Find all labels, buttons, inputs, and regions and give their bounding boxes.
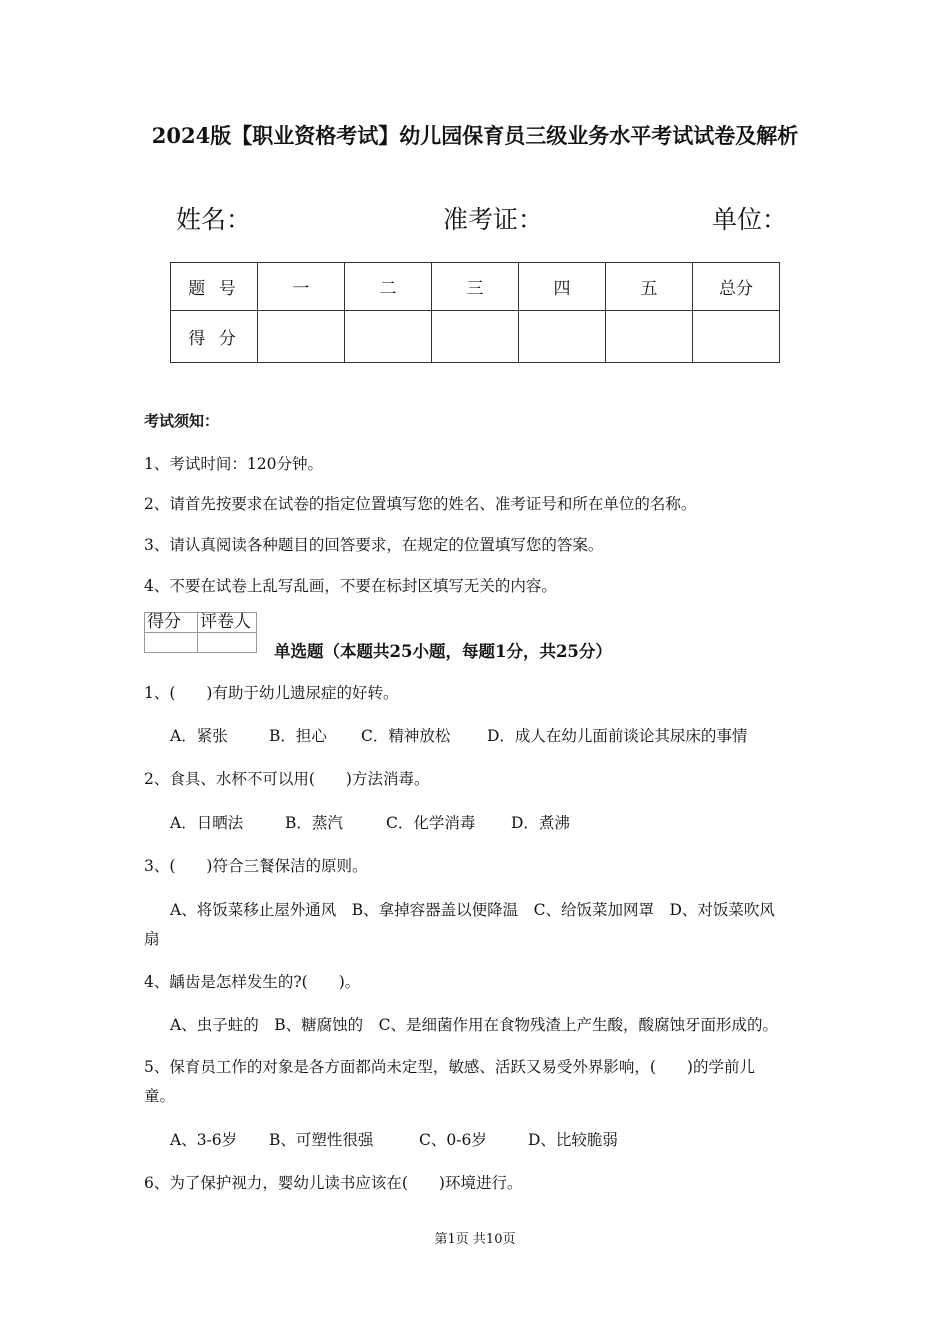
question-4-options: A、虫子蛀的 B、糖腐蚀的 C、是细菌作用在食物残渣上产生酸，酸腐蚀牙面形成的。 bbox=[170, 1016, 778, 1034]
question-2-options bbox=[170, 811, 570, 833]
option: C．化学消毒 bbox=[386, 814, 476, 832]
question-3-options-cont: 扇 bbox=[144, 930, 160, 948]
score-cell[interactable] bbox=[519, 311, 606, 363]
question-4: 4、龋齿是怎样发生的?( )。 bbox=[144, 973, 361, 991]
score-cell[interactable] bbox=[345, 311, 432, 363]
grader-reviewer-cell[interactable] bbox=[198, 633, 257, 653]
question-5-options bbox=[170, 1128, 618, 1150]
option: B．担心 bbox=[269, 727, 327, 745]
notice-item: 4、不要在试卷上乱写乱画，不要在标封区填写无关的内容。 bbox=[144, 577, 557, 595]
question-1: 1、( )有助于幼儿遗尿症的好转。 bbox=[144, 684, 399, 702]
grader-reviewer-label: 评卷人 bbox=[198, 613, 257, 633]
score-header-cell: 四 bbox=[519, 263, 606, 311]
score-table-header-row bbox=[171, 263, 780, 311]
score-header-cell: 五 bbox=[606, 263, 693, 311]
question-2: 2、食具、水杯不可以用( )方法消毒。 bbox=[144, 770, 430, 788]
score-table bbox=[170, 262, 780, 363]
option: A．紧张 bbox=[170, 727, 228, 745]
score-row-label: 得 分 bbox=[171, 311, 258, 363]
notice-item: 1、考试时间：120分钟。 bbox=[144, 455, 323, 473]
notice-title: 考试须知： bbox=[144, 412, 220, 430]
option: B、可塑性很强 bbox=[269, 1131, 374, 1149]
option: B．蒸汽 bbox=[285, 814, 343, 832]
unit-label: 单位： bbox=[712, 205, 788, 234]
option: A．日晒法 bbox=[170, 814, 244, 832]
option: C、0-6岁 bbox=[419, 1131, 487, 1149]
score-header-cell: 题 号 bbox=[171, 263, 258, 311]
question-3-options: A、将饭菜移止屋外通风 B、拿掉容器盖以便降温 C、给饭菜加网罩 D、对饭菜吹风 bbox=[170, 901, 775, 919]
grader-score-label: 得分 bbox=[145, 613, 198, 633]
question-5-cont: 童。 bbox=[144, 1087, 176, 1105]
document-title: 2024版【职业资格考试】幼儿园保育员三级业务水平考试试卷及解析 bbox=[151, 123, 799, 148]
question-3: 3、( )符合三餐保洁的原则。 bbox=[144, 857, 368, 875]
section-title: 单选题（本题共25小题，每题1分，共25分） bbox=[274, 642, 612, 661]
score-cell[interactable] bbox=[606, 311, 693, 363]
name-label: 姓名： bbox=[176, 205, 252, 234]
option: D．成人在幼儿面前谈论其尿床的事情 bbox=[487, 727, 748, 745]
score-header-cell: 一 bbox=[258, 263, 345, 311]
option: D、比较脆弱 bbox=[528, 1131, 618, 1149]
question-1-options bbox=[170, 724, 747, 746]
score-cell[interactable] bbox=[432, 311, 519, 363]
page-footer: 第1页 共10页 bbox=[434, 1232, 516, 1247]
question-5: 5、保育员工作的对象是各方面都尚未定型，敏感、活跃又易受外界影响，( )的学前儿 bbox=[144, 1058, 755, 1076]
question-6: 6、为了保护视力，婴幼儿读书应该在( )环境进行。 bbox=[144, 1174, 523, 1192]
option: A、3-6岁 bbox=[170, 1131, 238, 1149]
option: C．精神放松 bbox=[361, 727, 451, 745]
score-header-cell: 二 bbox=[345, 263, 432, 311]
grader-box bbox=[144, 612, 257, 653]
option: D．煮沸 bbox=[511, 814, 570, 832]
notice-item: 3、请认真阅读各种题目的回答要求，在规定的位置填写您的答案。 bbox=[144, 536, 604, 554]
score-table-score-row bbox=[171, 311, 780, 363]
exam-id-label: 准考证： bbox=[443, 205, 544, 234]
score-header-cell: 三 bbox=[432, 263, 519, 311]
score-cell[interactable] bbox=[258, 311, 345, 363]
notice-item: 2、请首先按要求在试卷的指定位置填写您的姓名、准考证号和所在单位的名称。 bbox=[144, 495, 697, 513]
grader-score-cell[interactable] bbox=[145, 633, 198, 653]
score-cell[interactable] bbox=[693, 311, 780, 363]
score-header-cell: 总分 bbox=[693, 263, 780, 311]
